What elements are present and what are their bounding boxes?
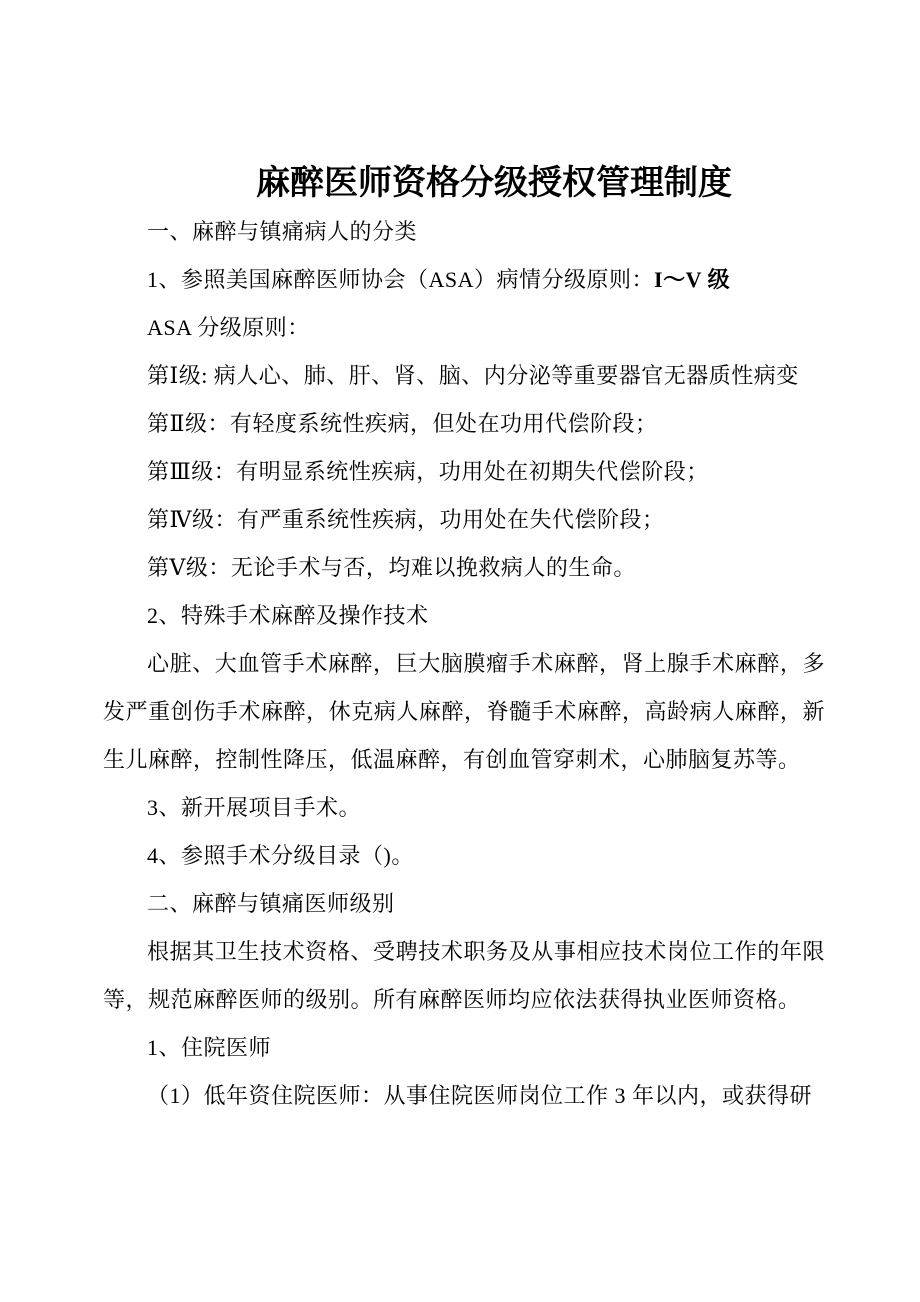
paragraph-text: 1、住院医师 bbox=[147, 1035, 272, 1060]
paragraph-text: 第Ⅳ级：有严重系统性疾病，功用处在失代偿阶段； bbox=[147, 507, 665, 532]
paragraph-special-anesthesia-list bbox=[103, 640, 825, 784]
paragraph-text: ASA 分级原则： bbox=[147, 315, 310, 340]
paragraph-text: 3、新开展项目手术。 bbox=[147, 795, 362, 820]
paragraph-asa-grade-1 bbox=[103, 352, 825, 400]
paragraph-asa-grade-3 bbox=[103, 448, 825, 496]
paragraph-text: 根据其卫生技术资格、受聘技术职务及从事相应技术岗位工作的年限等，规范麻醉医师的级别。所有麻醉医师均应依法获得执业医师资格。 bbox=[103, 939, 825, 1012]
paragraph-junior-resident-definition bbox=[103, 1072, 825, 1120]
paragraph-asa-grade-4 bbox=[103, 496, 825, 544]
paragraph-text: 第Ⅰ级: 病人心、肺、肝、肾、脑、内分泌等重要器官无器质性病变 bbox=[147, 363, 799, 388]
paragraph-asa-grade-2 bbox=[103, 400, 825, 448]
paragraph-asa-grade-5 bbox=[103, 544, 825, 592]
paragraph-item-4-surgery-catalog bbox=[103, 832, 825, 880]
paragraph-text: 第Ⅴ级：无论手术与否，均难以挽救病人的生命。 bbox=[147, 555, 636, 580]
paragraph-text: 第Ⅲ级：有明显系统性疾病，功用处在初期失代偿阶段； bbox=[147, 459, 709, 484]
paragraph-text: 1、参照美国麻醉医师协会（ASA）病情分级原则： bbox=[147, 267, 655, 292]
paragraph-asa-grading-reference bbox=[103, 256, 825, 304]
paragraph-section-2-heading bbox=[103, 880, 825, 928]
paragraph-text: 二、麻醉与镇痛医师级别 bbox=[147, 891, 395, 916]
paragraph-text: 心脏、大血管手术麻醉，巨大脑膜瘤手术麻醉，肾上腺手术麻醉，多发严重创伤手术麻醉，休克病人麻醉，脊髓手术麻醉，高龄病人麻醉，新生儿麻醉，控制性降压，低温麻醉，有创血管穿刺术，心肺脑复苏等。 bbox=[103, 651, 825, 772]
paragraph-item-3-new-projects bbox=[103, 784, 825, 832]
paragraph-text: 一、麻醉与镇痛病人的分类 bbox=[147, 219, 418, 244]
paragraph-item-1-resident-doctor bbox=[103, 1024, 825, 1072]
paragraph-section-1-heading bbox=[103, 208, 825, 256]
paragraph-text: （1）低年资住院医师：从事住院医师岗位工作 3 年以内，或获得研 bbox=[147, 1083, 813, 1108]
paragraph-item-2-special-anesthesia bbox=[103, 592, 825, 640]
paragraph-bold-text: I～V 级 bbox=[654, 267, 731, 292]
paragraph-text: 2、特殊手术麻醉及操作技术 bbox=[147, 603, 429, 628]
paragraph-doctor-level-basis bbox=[103, 928, 825, 1024]
paragraph-text: 第Ⅱ级：有轻度系统性疾病，但处在功用代偿阶段； bbox=[147, 411, 658, 436]
document-title: 麻醉医师资格分级授权管理制度 bbox=[256, 165, 732, 202]
paragraph-text: 4、参照手术分级目录（)。 bbox=[147, 843, 414, 868]
paragraph-asa-principle-label bbox=[103, 304, 825, 352]
